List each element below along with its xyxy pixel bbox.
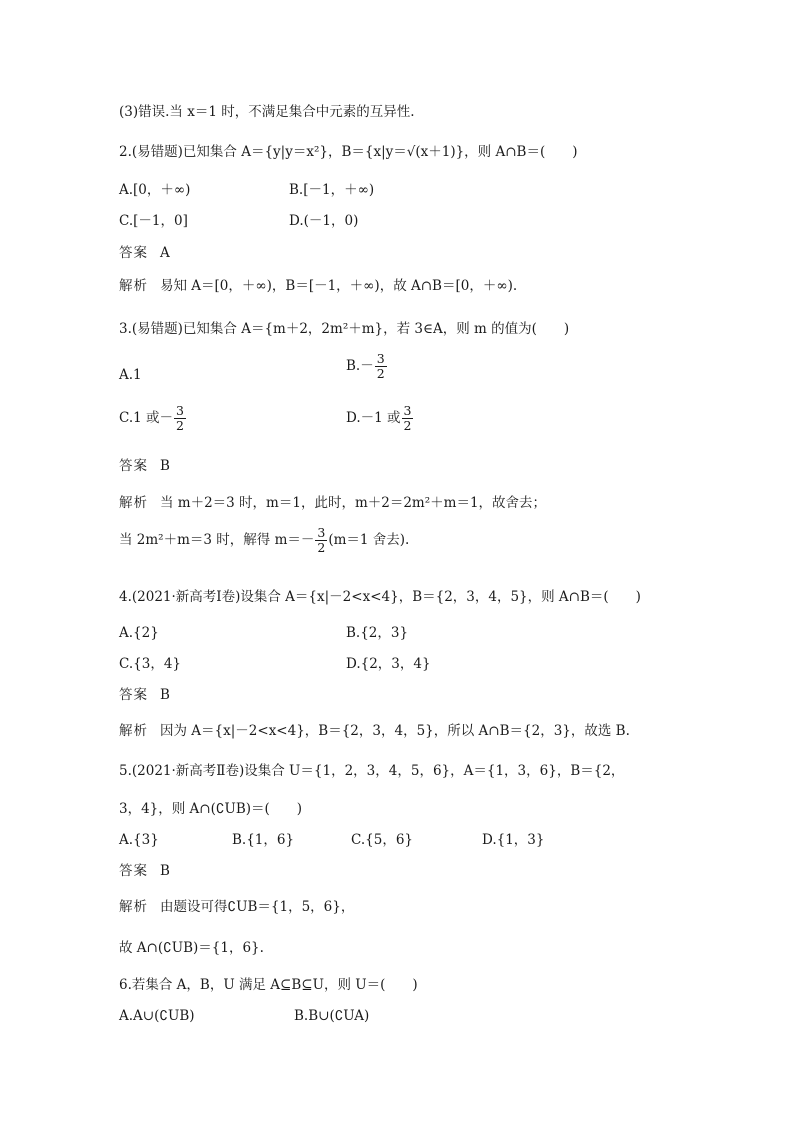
q5-option-b: B.{1，6} [232, 832, 295, 848]
q3-option-d [346, 404, 414, 433]
fraction-numerator: 3 [176, 403, 184, 418]
q5-stem-cont: 3，4}，则 A∩(∁UB)＝( ) [119, 801, 303, 817]
answer-value: B [160, 863, 170, 879]
analysis-text: 当 m＋2＝3 时，m＝1，此时，m＋2＝2m²＋m＝1，故舍去； [160, 495, 547, 511]
q3-option-a: A.1 [119, 367, 142, 383]
option-prefix: D.－1 或 [346, 410, 401, 426]
fraction-numerator: 3 [317, 525, 326, 540]
q5-option-c: C.{5，6} [351, 832, 413, 848]
answer-value: B [160, 458, 170, 474]
fraction [402, 404, 414, 433]
fraction-numerator: 3 [403, 403, 412, 418]
q4-option-c: C.{3，4} [119, 656, 181, 672]
fraction-denominator: 2 [403, 418, 412, 433]
q2-option-c: C.[－1，0] [119, 213, 188, 229]
analysis-text: 当 2m²＋m＝3 时，解得 m＝－ [119, 532, 315, 548]
fraction [315, 526, 327, 555]
fraction [375, 352, 387, 381]
q3-option-b [346, 352, 388, 381]
q4-stem: 4.(2021·新高考Ⅰ卷)设集合 A＝{x|－2<x<4}，B＝{2，3，4，5}，则 A∩B＝( ) [119, 589, 641, 605]
q4-answer [119, 686, 170, 704]
q2-analysis [119, 277, 517, 295]
q4-option-d: D.{2，3，4} [346, 656, 431, 672]
answer-label: 答案 [119, 458, 148, 474]
analysis-label: 解析 [119, 723, 148, 739]
q5-answer [119, 862, 170, 880]
q2-answer [119, 244, 170, 262]
analysis-text: 易知 A＝[0，＋∞)，B＝[－1，＋∞)，故 A∩B＝[0，＋∞). [160, 278, 518, 294]
option-prefix: C.1 或－ [119, 410, 174, 426]
answer-value: A [160, 245, 170, 261]
q5-analysis [119, 898, 354, 916]
q3-analysis [119, 494, 546, 512]
q3-stem: 3.(易错题)已知集合 A＝{m＋2，2m²＋m}，若 3∈A，则 m 的值为( ) [119, 321, 570, 337]
q1-conclusion: (3)错误.当 x＝1 时，不满足集合中元素的互异性. [119, 104, 415, 120]
fraction-denominator: 2 [317, 540, 326, 555]
fraction-denominator: 2 [376, 366, 385, 381]
q4-option-a: A.{2} [119, 625, 159, 641]
q3-analysis-cont [119, 526, 409, 555]
fraction-denominator: 2 [176, 418, 184, 433]
q2-option-a: A.[0，＋∞) [119, 182, 191, 198]
q3-answer [119, 457, 170, 475]
q5-stem: 5.(2021·新高考Ⅱ卷)设集合 U＝{1，2，3，4，5，6}，A＝{1，3，6}，B＝{2， [119, 763, 625, 779]
analysis-text: (m＝1 舍去). [328, 532, 410, 548]
q2-option-b: B.[－1，＋∞) [289, 182, 375, 198]
analysis-label: 解析 [119, 899, 148, 915]
analysis-text: 由题设可得∁UB＝{1，5，6}， [160, 899, 355, 915]
q4-analysis [119, 722, 630, 740]
option-prefix: B.－ [346, 358, 374, 374]
q5-option-a: A.{3} [119, 832, 159, 848]
q2-stem: 2.(易错题)已知集合 A＝{y|y＝x²}，B＝{x|y＝√(x＋1)}，则 A∩B＝( ) [119, 144, 578, 160]
fraction [174, 404, 186, 433]
analysis-label: 解析 [119, 278, 148, 294]
fraction-numerator: 3 [376, 351, 385, 366]
q6-stem: 6.若集合 A，B，U 满足 A⊆B⊆U，则 U＝( ) [119, 977, 418, 993]
q2-option-d: D.(－1，0) [289, 213, 359, 229]
q6-option-b: B.B∪(∁UA) [294, 1008, 370, 1024]
q6-option-a: A.A∪(∁UB) [119, 1008, 195, 1024]
analysis-text: 因为 A＝{x|－2<x<4}，B＝{2，3，4，5}，所以 A∩B＝{2，3}，故选 B. [160, 723, 630, 739]
q4-option-b: B.{2，3} [346, 625, 409, 641]
answer-label: 答案 [119, 863, 148, 879]
answer-label: 答案 [119, 245, 148, 261]
q5-option-d: D.{1，3} [482, 832, 545, 848]
q3-option-c [119, 404, 187, 433]
answer-value: B [160, 687, 170, 703]
q5-analysis-cont: 故 A∩(∁UB)＝{1，6}. [119, 940, 264, 956]
analysis-label: 解析 [119, 495, 148, 511]
answer-label: 答案 [119, 687, 148, 703]
